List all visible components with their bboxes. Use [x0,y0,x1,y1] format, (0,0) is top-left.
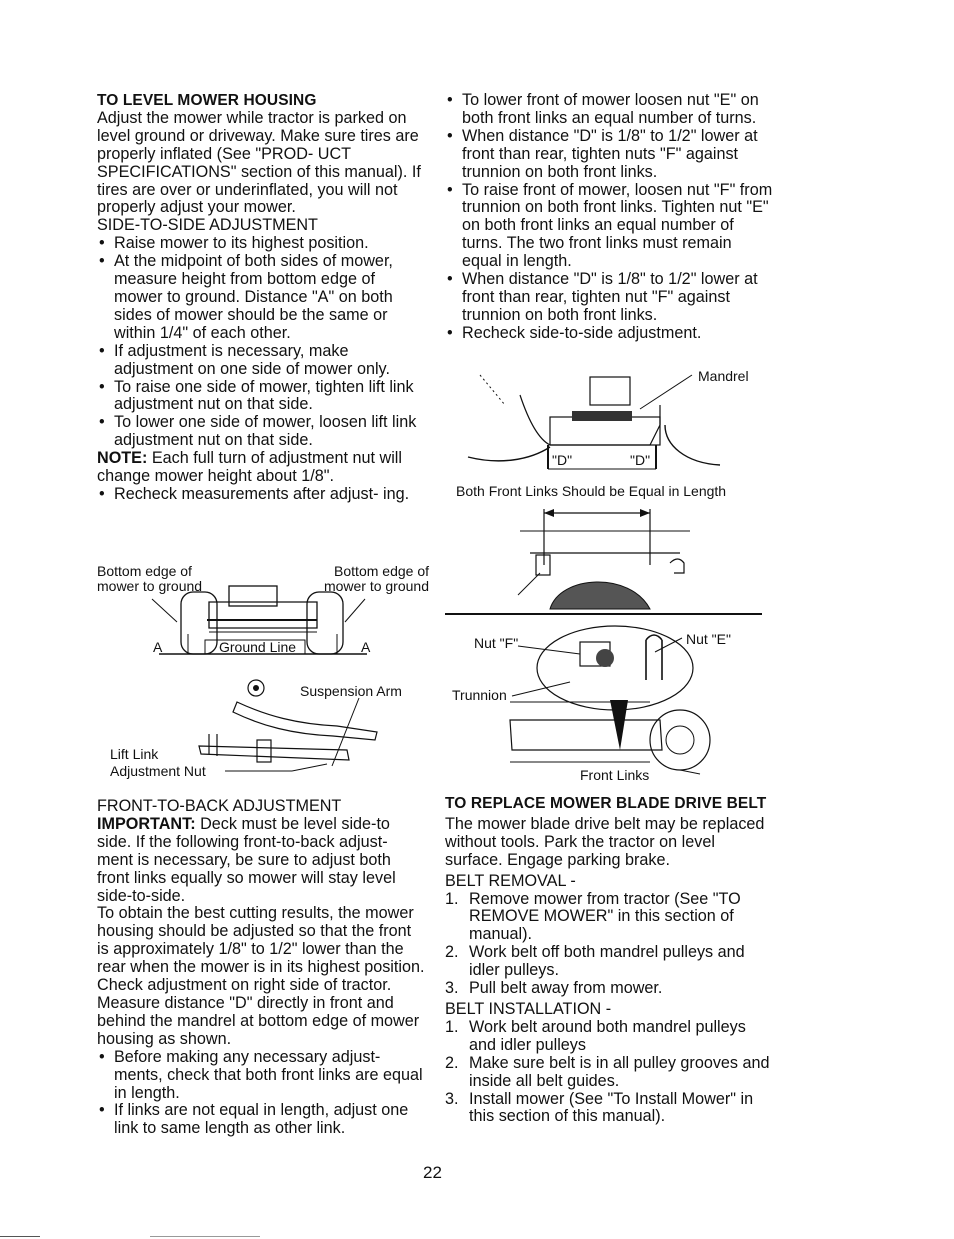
front-bullets [97,1049,427,1139]
front-links-drawing [500,505,700,611]
list-item: 2. Make sure belt is in all pulley grooves and inside all belt guides. [445,1053,770,1090]
belt-removal-heading: BELT REMOVAL - [445,871,576,890]
d-left-label: "D" [552,452,573,468]
note-label: NOTE: [97,449,148,468]
bottom-edge-right-label: Bottom edge of mower to ground [323,563,429,594]
belt-intro: The mower blade drive belt may be replaced without tools. Park the tractor on level surface. Engage parking brake. [445,814,765,869]
step-text: Make sure belt is in all pulley grooves and inside all belt guides. [469,1053,770,1090]
list-item: • To raise one side of mower, tighten lift link adjustment nut on that side. [97,379,427,415]
right-bullets [445,92,775,343]
lift-link-label: Lift Link [110,746,159,762]
replace-belt-heading: TO REPLACE MOWER BLADE DRIVE BELT [445,795,767,812]
list-item: 2. Work belt off both mandrel pulleys and idler pulleys. [445,943,745,980]
nut-trunnion-figure [450,620,750,790]
list-item: 1. Remove mower from tractor (See "TO REMOVE MOWER" in this section of manual). [445,889,741,944]
left-column-lower [97,798,427,1138]
footer-mark-left [0,1236,40,1237]
ground-line-label: Ground Line [219,639,297,655]
step-text: Pull belt away from mower. [469,979,663,998]
important-label: IMPORTANT: [97,814,196,833]
side-bullets [97,235,427,450]
d-right-label: "D" [630,452,651,468]
list-item: 3. Pull belt away from mower. [445,979,663,998]
list-item: • At the midpoint of both sides of mower, measure height from bottom edge of mower to ground. Distance "A" on both sides of mower should be the same or within 1/4" of each other. [97,253,427,343]
suspension-arm-label: Suspension Arm [300,683,402,699]
page-number: 22 [423,1163,442,1182]
step-text: Work belt around both mandrel pulleys and idler pulleys [469,1017,746,1054]
removal-steps [445,891,775,998]
bottom-edge-left-label: Bottom edge of mower to ground [97,563,203,594]
figure-caption: Both Front Links Should be Equal in Length [456,483,727,499]
step-text: Install mower (See "To Install Mower" in this section of this manual). [469,1089,754,1126]
list-item: 1. Work belt around both mandrel pulleys and idler pulleys [445,1017,746,1054]
distance-a-left: A [153,639,163,655]
belt-installation-heading: BELT INSTALLATION - [445,999,612,1018]
list-item: • When distance "D" is 1/8" to 1/2" lower at front than rear, tighten nut "F" against trunnion on both front links. [445,271,775,325]
adjustment-nut-label: Adjustment Nut [110,763,206,779]
level-mower-heading: TO LEVEL MOWER HOUSING [97,92,317,109]
note-text: Each full turn of adjustment nut will change mower height about 1/8". [97,449,402,486]
obtain-paragraph: To obtain the best cutting results, the mower housing should be adjusted so that the front is approximately 1/8" to 1/2" lower than the rear when the mower is in its highest position. [97,904,425,977]
list-item: • Before making any necessary adjust- ments, check that both front links are equal in length. [97,1049,427,1103]
mandrel-label: Mandrel [698,368,749,384]
list-item: • Raise mower to its highest position. [97,235,427,253]
list-item: • If links are not equal in length, adjust one link to same length as other link. [97,1102,427,1138]
ground-line-figure [97,562,427,662]
list-item: • To raise front of mower, loosen nut "F" from trunnion on both front links. Tighten nut "E" on both front links an equal number of turns. The two front links must remain equal in length. [445,182,775,272]
mandrel-figure [460,365,760,475]
list-item: • To lower front of mower loosen nut "E" on both front links an equal number of turns. [445,92,775,128]
divider-line [445,613,762,615]
install-steps [445,1019,775,1126]
level-intro: Adjust the mower while tractor is parked on level ground or driveway. Make sure tires are properly inflated (See "PROD- UCT SPECIFICATIONS" section of this manual). If tires are over or underinflated, you will not properly adjust your mower. [97,108,421,217]
list-item: • When distance "D" is 1/8" to 1/2" lower at front than rear, tighten nuts "F" against trunnion on both front links. [445,128,775,182]
list-item: • To lower one side of mower, loosen lift link adjustment nut on that side. [97,414,427,450]
list-item: • If adjustment is necessary, make adjustment on one side of mower only. [97,343,427,379]
right-column-lower [445,795,775,1126]
important-note [97,816,427,906]
recheck-list [97,486,427,504]
check-paragraph: Check adjustment on right side of tractor. Measure distance "D" directly in front and behind the mandrel at bottom edge of mower housing as shown. [97,976,420,1048]
nut-f-label: Nut "F" [474,635,519,651]
side-to-side-heading: SIDE-TO-SIDE ADJUSTMENT [97,216,318,235]
trunnion-label: Trunnion [452,687,507,703]
left-column-upper [97,92,427,504]
front-links-figure [500,505,700,611]
list-item: 3. Install mower (See "To Install Mower" in this section of this manual). [445,1089,754,1126]
step-text: Work belt off both mandrel pulleys and idler pulleys. [469,943,745,980]
step-text: Remove mower from tractor (See "TO REMOVE MOWER" in this section of manual). [469,889,741,944]
lift-link-figure [97,674,427,784]
footer-mark-center [150,1236,260,1237]
note [97,450,427,486]
nut-e-label: Nut "E" [686,631,731,647]
important-text: Deck must be level side-to side. If the following front-to-back adjust- ment is necessary, be sure to adjust both front links equally so mower will stay level side-to-side. [97,814,396,905]
front-links-label: Front Links [580,767,650,783]
front-to-back-heading: FRONT-TO-BACK ADJUSTMENT [97,797,342,815]
list-item: • Recheck side-to-side adjustment. [445,325,775,343]
list-item: • Recheck measurements after adjust- ing. [97,486,427,504]
right-column-upper [445,92,775,343]
distance-a-right: A [361,639,371,655]
